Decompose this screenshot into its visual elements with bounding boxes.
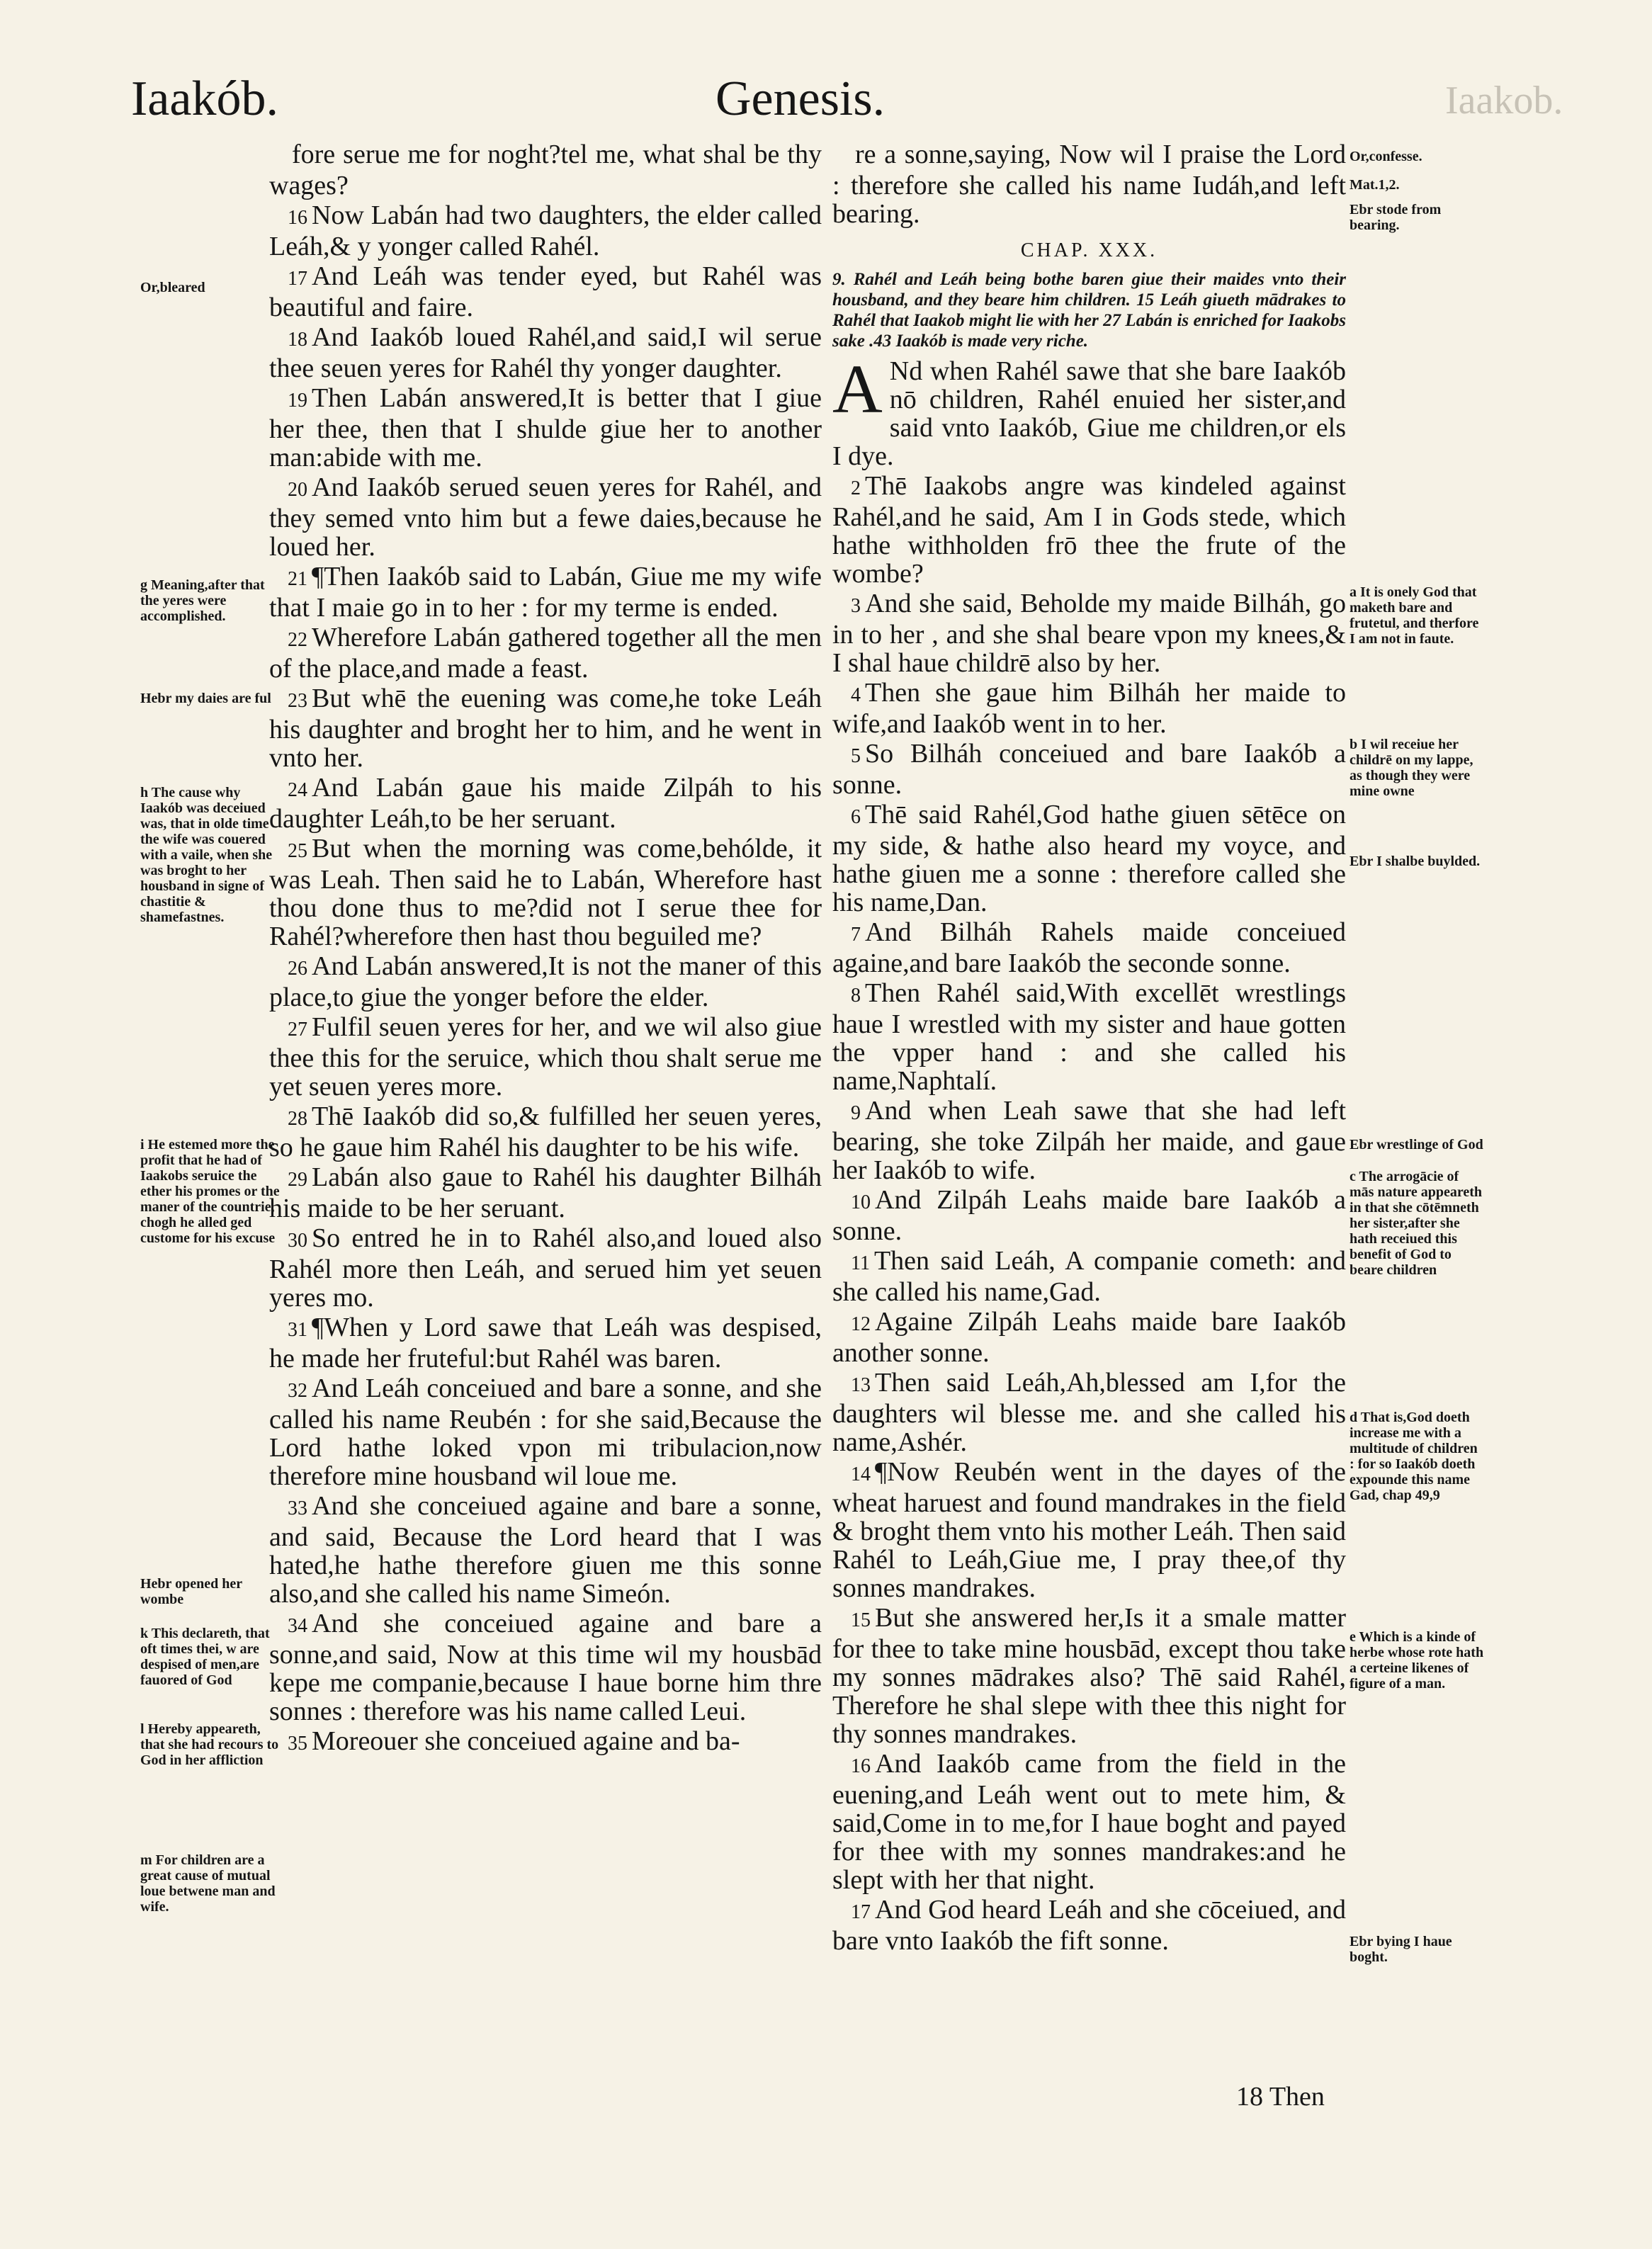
margin-note: Ebr I shalbe buylded. [1350, 854, 1481, 869]
verse: 9 And when Leah sawe that she had left bearing, she toke Zilpáh her maide, and gaue her Iaakób to wife. [832, 1096, 1346, 1185]
verse: re a sonne,saying, Now wil I praise the Lord : therefore she called his name Iudáh,and left bearing. [832, 140, 1346, 229]
margin-note: Hebr my daies are ful [140, 691, 271, 706]
verse: 5 So Bilháh conceiued and bare Iaakób a sonne. [832, 739, 1346, 800]
right-text-column [832, 140, 1346, 1956]
verse: 17 And Leáh was tender eyed, but Rahél was beautiful and faire. [269, 261, 822, 322]
verse: 23 But whē the euening was come,he toke Leáh his daughter and broght her to him, and he went in vnto her. [269, 684, 822, 773]
running-head-left: Iaakób. [131, 72, 278, 126]
verse: 3 And she said, Beholde my maide Bilháh, go in to her , and she shal beare vpon my knees,& I shal haue childrē also by her. [832, 589, 1346, 678]
verse: 7 And Bilháh Rahels maide conceiued againe,and bare Iaakób the seconde sonne. [832, 917, 1346, 978]
verse: 30 So entred he in to Rahél also,and loued also Rahél more then Leáh, and serued him yet seuen yeres mo. [269, 1223, 822, 1313]
verse: 31 ¶When y Lord sawe that Leáh was despised, he made her fruteful:but Rahél was baren. [269, 1313, 822, 1373]
verse: 27 Fulfil seuen yeres for her, and we wil also giue thee this for the seruice, which thou shalt serue me yet seuen yeres more. [269, 1012, 822, 1101]
verse: 11 Then said Leáh, A companie cometh: and she called his name,Gad. [832, 1246, 1346, 1307]
verse: 20 And Iaakób serued seuen yeres for Rahél, and they semed vnto him but a fewe daies,because he loued her. [269, 472, 822, 562]
margin-note: Ebr wrestlinge of God [1350, 1137, 1483, 1152]
verse: 2 Thē Iaakobs angre was kindeled against Rahél,and he said, Am I in Gods stede, which hathe withholden frō thee the frute of the wombe? [832, 471, 1346, 589]
margin-note: Ebr bying I haue boght. [1350, 1934, 1452, 1965]
margin-note: m For children are a great cause of mutual loue betwene man and wife. [140, 1852, 276, 1915]
verse: 22 Wherefore Labán gathered together all the men of the place,and made a feast. [269, 623, 822, 684]
margin-note: a It is onely God that maketh bare and frutetul, and therfore I am not in faute. [1350, 584, 1479, 647]
running-head-title: Genesis. [715, 72, 886, 126]
verse: fore serue me for noght?tel me, what shal be thy wages? [269, 140, 822, 200]
margin-note: l Hereby appeareth, that she had recours to God in her affliction [140, 1721, 279, 1768]
margin-note: i He estemed more the profit that he had of Iaakobs seruice the ether his promes or the maner of the countrie, chogh he alled ged custome for his excuse [140, 1137, 280, 1246]
margin-note: Mat.1,2. [1350, 177, 1400, 193]
verse: 28 Thē Iaakób did so,& fulfilled her seuen yeres, so he gaue him Rahél his daughter to be his wife. [269, 1101, 822, 1162]
verse: 16 Now Labán had two daughters, the elder called Leáh,& y yonger called Rahél. [269, 200, 822, 261]
margin-note: b I wil receiue her childrē on my lappe, as though they were mine owne [1350, 737, 1473, 799]
verse: 24 And Labán gaue his maide Zilpáh to his daughter Leáh,to be her seruant. [269, 773, 822, 834]
verse: 4 Then she gaue him Bilháh her maide to wife,and Iaakób went in to her. [832, 678, 1346, 739]
verse: 17 And God heard Leáh and she cōceiued, and bare vnto Iaakób the fift sonne. [832, 1895, 1346, 1956]
margin-note: k This declareth, that oft times thei, w are despised of men,are fauored of God [140, 1626, 270, 1688]
margin-note: Or,confesse. [1350, 149, 1422, 164]
verse: 14 ¶Now Reubén went in the dayes of the wheat haruest and found mandrakes in the field & broght them vnto his mother Leáh. Then said Rahél to Leáh,Giue me, I pray thee,of thy sonnes mandrakes. [832, 1457, 1346, 1603]
margin-note: d That is,God doeth increase me with a multitude of children : for so Iaakób doeth expounde this name Gad, chap 49,9 [1350, 1410, 1478, 1503]
verse: 8 Then Rahél said,With excellēt wrestlings haue I wrestled with my sister and haue gotten the vpper hand : and she called his name,Naphtalí. [832, 978, 1346, 1096]
chapter-heading: CHAP. XXX. [1020, 239, 1158, 261]
first-verse: A Nd when Rahél sawe that she bare Iaakób nō children, Rahél enuied her sister,and said vnto Iaakób, Giue me children,or els I dye. [832, 351, 1346, 471]
verse: 16 And Iaakób came from the field in the euening,and Leáh went out to mete him, & said,Come in to me,for I haue boght and payed for thee with my sonnes mandrakes:and he slept with her that night. [832, 1749, 1346, 1895]
margin-note: Hebr opened her wombe [140, 1576, 242, 1607]
verse: 15 But she answered her,Is it a smale matter for thee to take mine housbād, except thou take my sonnes mādrakes also? Thē said Rahél, Therefore he shal slepe with thee this night for thy sonnes mandrakes. [832, 1603, 1346, 1749]
margin-note: c The arrogācie of mās nature appeareth in that she cōtēmneth her sister,after she hath receiued this benefit of God to beare children [1350, 1169, 1483, 1278]
margin-note: h The cause why Iaakób was deceiued was, that in olde time the wife was couered with a vaile, when she was broght to her housband in signe of chastitie & shamefastnes. [140, 785, 273, 925]
chapter-argument: 9. Rahél and Leáh being bothe baren giue their maides vnto their housband, and they beare him children. 15 Leáh giueth mādrakes to Rahél that Iaakob might lie with her 27 Labán is enriched for Iaakobs sake .43 Iaakób is made very riche. [832, 270, 1346, 351]
catchword: 18 Then [1236, 2082, 1325, 2112]
margin-note: g Meaning,after that the yeres were accomplished. [140, 577, 265, 624]
drop-cap: A [832, 351, 883, 428]
verse: 13 Then said Leáh,Ah,blessed am I,for the daughters wil blesse me. and she called his name,Ashér. [832, 1368, 1346, 1457]
margin-note: e Which is a kinde of herbe whose rote hath a certeine likenes of figure of a man. [1350, 1629, 1484, 1692]
verse: 33 And she conceiued againe and bare a sonne, and said, Because the Lord heard that I was hated,he hathe therefore giuen me this sonne also,and she called his name Simeón. [269, 1491, 822, 1609]
verse: 25 But when the morning was come,behólde, it was Leah. Then said he to Labán, Wherefore hast thou done thus to me?did not I serue thee for Rahél?wherefore then hast thou beguiled me? [269, 834, 822, 951]
verse: 32 And Leáh conceiued and bare a sonne, and she called his name Reubén : for she said,Because the Lord hathe loked vpon mi tribulacion,now therefore mine housband wil loue me. [269, 1373, 822, 1491]
verse: 35 Moreouer she conceiued againe and ba- [288, 1726, 740, 1756]
verse: 29 Labán also gaue to Rahél his daughter Bilháh his maide to be her seruant. [269, 1162, 822, 1223]
margin-note: Or,bleared [140, 280, 205, 295]
verse: 18 And Iaakób loued Rahél,and said,I wil serue thee seuen yeres for Rahél thy yonger daughter. [269, 322, 822, 383]
verse: 21 ¶Then Iaakób said to Labán, Giue me my wife that I maie go in to her : for my terme is ended. [269, 562, 822, 623]
verse: 19 Then Labán answered,It is better that I giue her thee, then that I shulde giue her to another man:abide with me. [269, 383, 822, 472]
verse: 6 Thē said Rahél,God hathe giuen sētēce on my side, & hathe also heard my voyce, and hathe giuen me a sonne : therefore called she his name,Dan. [832, 800, 1346, 917]
verse: 26 And Labán answered,It is not the maner of this place,to giue the yonger before the elder. [269, 951, 822, 1012]
left-text-column [269, 140, 822, 1760]
running-head-right-bleedthrough: Iaakob. [1445, 79, 1563, 123]
verse: 10 And Zilpáh Leahs maide bare Iaakób a sonne. [832, 1185, 1346, 1246]
verse: 12 Againe Zilpáh Leahs maide bare Iaakób another sonne. [832, 1307, 1346, 1368]
verse: 34 And she conceiued againe and bare a sonne,and said, Now at this time wil my housbād kepe me companie,because I haue borne him thre sonnes : therefore was his name called Leui. [269, 1609, 822, 1726]
margin-note: Ebr stode from bearing. [1350, 202, 1442, 233]
